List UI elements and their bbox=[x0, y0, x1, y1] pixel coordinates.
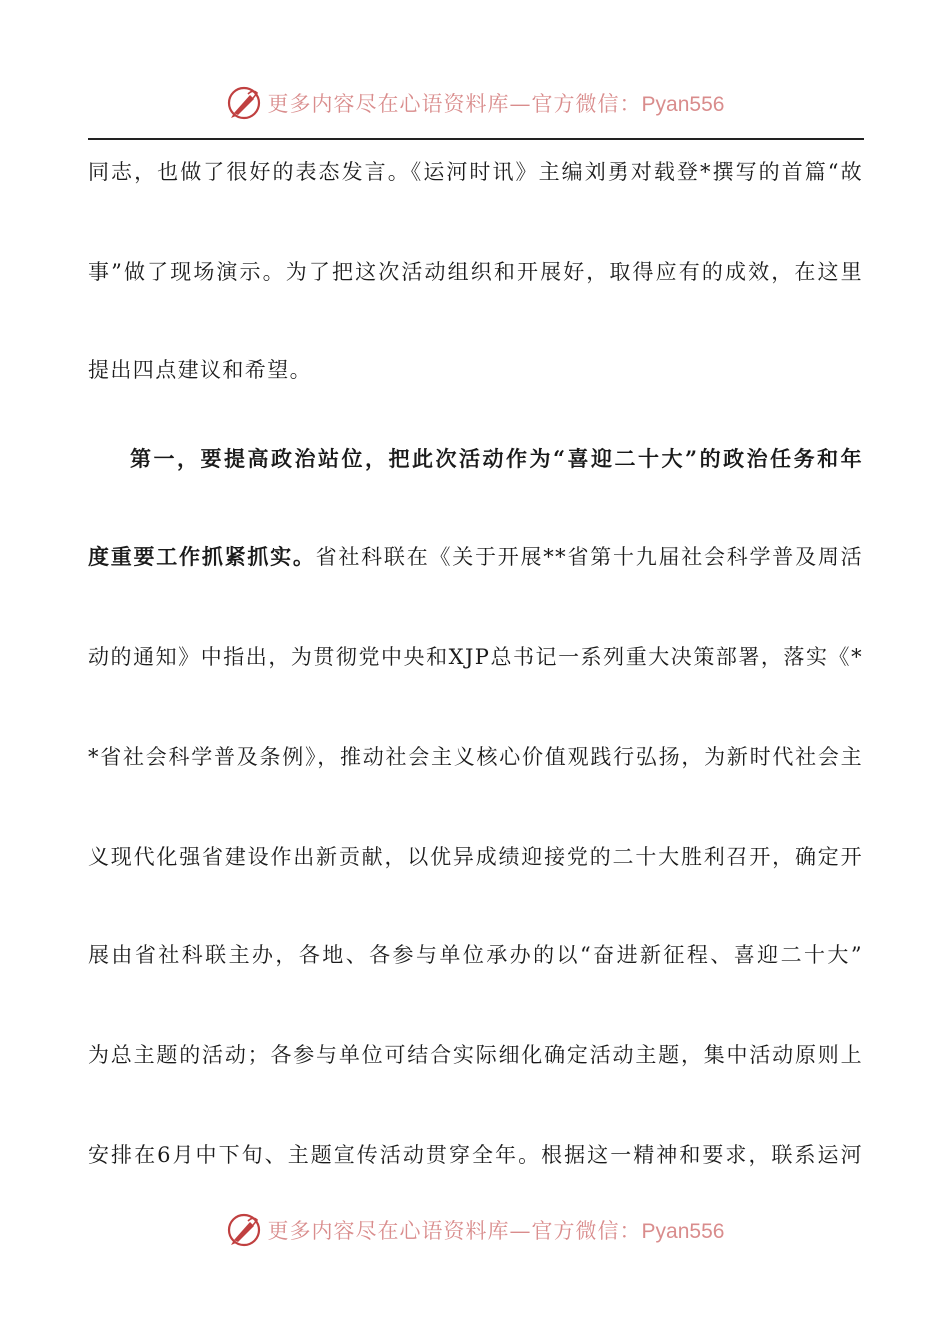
wechat-id: Pyan556 bbox=[641, 93, 725, 116]
footer-banner bbox=[0, 1210, 950, 1250]
section-heading-line: 第一，要提高政治站位，把此次活动作为“喜迎二十大”的政治任务和年 bbox=[130, 446, 863, 471]
banner-text: 更多内容尽在心语资料库—官方微信：Pyan556 bbox=[267, 1219, 725, 1243]
body-line: 展由省社科联主办，各地、各参与单位承办的以“奋进新征程、喜迎二十大” bbox=[88, 943, 863, 967]
section-heading-tail: 度重要工作抓紧抓实。 bbox=[88, 544, 316, 569]
body-line bbox=[88, 542, 863, 572]
header-divider bbox=[88, 138, 864, 140]
wechat-id: Pyan556 bbox=[641, 1220, 725, 1243]
body-line: 事”做了现场演示。为了把这次活动组织和开展好，取得应有的成效，在这里 bbox=[88, 260, 863, 284]
body-line: 安排在6月中下旬、主题宣传活动贯穿全年。根据这一精神和要求，联系运河 bbox=[88, 1143, 863, 1167]
body-line: 义现代化强省建设作出新贡献，以优异成绩迎接党的二十大胜利召开，确定开 bbox=[88, 845, 863, 869]
fountain-pen-logo-icon bbox=[226, 85, 262, 121]
body-line: 同志，也做了很好的表态发言。《运河时讯》主编刘勇对载登*撰写的首篇“故 bbox=[88, 160, 863, 184]
banner-text: 更多内容尽在心语资料库—官方微信：Pyan556 bbox=[267, 92, 725, 116]
header-banner bbox=[0, 83, 950, 123]
fountain-pen-logo-icon bbox=[226, 1212, 262, 1248]
body-line: 动的通知》中指出，为贯彻党中央和XJP总书记一系列重大决策部署，落实《* bbox=[88, 645, 863, 669]
body-text: 省社科联在《关于开展**省第十九届社会科学普及周活 bbox=[315, 545, 864, 569]
body-line: 为总主题的活动；各参与单位可结合实际细化确定活动主题，集中活动原则上 bbox=[88, 1043, 863, 1067]
body-line: *省社会科学普及条例》，推动社会主义核心价值观践行弘扬，为新时代社会主 bbox=[88, 745, 863, 769]
body-line: 提出四点建议和希望。 bbox=[88, 358, 312, 382]
